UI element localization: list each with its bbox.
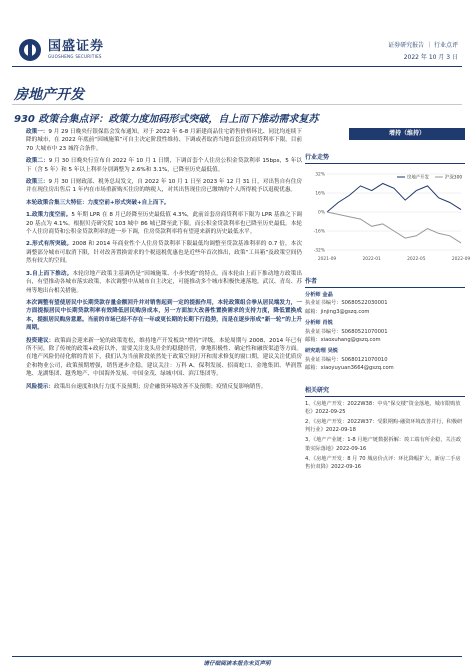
company-logo <box>18 38 104 62</box>
report-date: 2022 年 10 月 3 日 <box>403 54 458 61</box>
paragraph-features <box>26 199 302 207</box>
paragraph-text: 政策面会迎来新一轮的政策宽松，维持地产开发板块“增持”评级。本轮周期与 2008、2014 年已有所不同，除了传统的政策+政府以外，需要关注龙头房企的稳健经营，拿地积极性、确定性和融资渠道等方面。在地产风险仍待化解的背景下，我们认为当前阶段依然处于政策空间打开和需求修复的窗口期，建议关注优质房企和物业公司，政策预期增强，销售逐步企稳，建议关注：万科 A、保利发展、招商蛇口、金地集团、华润置地、龙湖集团、越秀地产、中国海外发展、中国金茂、绿城中国、滨江集团等。 <box>26 337 302 378</box>
x-tick-label: 2022-05 <box>407 257 426 262</box>
sector-divider <box>12 104 462 105</box>
series-line <box>327 212 461 243</box>
paragraph-feature-2 <box>26 240 302 265</box>
author-role: 分析师 <box>305 320 321 327</box>
related-report-link[interactable]: 4、《房地产开发：8 月 70 城房价点评：环比降幅扩大，新房二手房售价双降》2022-09-16 <box>305 455 461 471</box>
paragraph-text: 力度空前+形式突破+自上而下。 <box>87 199 170 206</box>
header-divider <box>12 66 462 67</box>
y-tick-label: 0% <box>318 210 325 216</box>
author-name: 吴锐 <box>327 348 338 355</box>
paragraph-label: 3.自上而下推动。 <box>26 270 73 277</box>
footer-disclaimer: 请仔细阅读本报告末页声明 <box>203 661 271 667</box>
author-role: 分析师 <box>305 292 321 298</box>
trend-chart-svg <box>305 168 471 264</box>
author-entry <box>305 319 465 344</box>
paragraph-text: 9 月 30 日晚央行宣布自 2022 年 10 月 1 日期，下调首套个人住房公积金贷款利率 15bps，5 年以下（含 5 年）和 5 年以上利率分别调整为 2.6%和 3.1%，已降至历史最低值。 <box>26 158 302 173</box>
logo-english-name: GUOSHENG SECURITIES <box>48 54 102 59</box>
paragraph-policy-1 <box>26 128 302 153</box>
paragraph-investment-advice <box>26 337 302 379</box>
side-panel <box>305 128 471 473</box>
y-tick-label: 32% <box>315 172 325 178</box>
paragraph-policy-3 <box>26 178 302 195</box>
paragraph-text: 本轮房地产政策主基调仍是“因城施策、小步快跑”的特点，而本轮由上而下推动地方政策出台，有望推动各城市落实政策，本次调整中从城市自主决定，可能推动多个城市积极快速落地，武汉、青岛、苏州等地出台相关措施。 <box>26 270 302 294</box>
paragraph-text: 9 月 30 日财政部、税务总局发文，自 2022 年 10 月 1 日至 2023 年 12 月 31 日，对出售自有住房并在现住房出售后 1 年内在市场重新购买住房的纳税人，对其出售现住房已缴纳的个人所得税予以退税优惠。 <box>26 179 302 194</box>
author-email[interactable]: 邮箱：jinjing3@gszq.com <box>305 308 370 315</box>
x-tick-label: 2021-09 <box>317 257 337 262</box>
related-report-link[interactable]: 2、《房地产开发：2022W37：受限期购-融资环境改善并行，积极研判行业》2022-09-18 <box>305 419 463 434</box>
series-line <box>327 184 461 213</box>
legend-label: 房地产开发 <box>407 175 429 181</box>
rating-badge: 增持（维持） <box>349 128 465 140</box>
trend-heading: 行业走势 <box>305 152 465 164</box>
author-email[interactable]: 邮箱：xiaoyuyuan3664@gszq.com <box>305 365 394 372</box>
footer-divider <box>12 656 462 657</box>
author-list <box>305 291 465 373</box>
paragraph-text: 本次调整有望使居民中长期贷款存量金额回升并对销售起到一定的提振作用，本轮政策组合拳从居民端发力，一方面提振居民中长期贷款利率有效降低居民购房成本，另一方面加大改善性置换需求的支持力度，降低置换成本，提振居民购房意愿。当前的市场已经不存在一年或更长期的长期下行趋势，而是在逐步形成“新一轮”的上升周期。 <box>26 299 302 332</box>
paragraph-feature-3 <box>26 270 302 295</box>
related-report-link[interactable]: 3、《地产产业链：1-8 月地产链数据拆解：竣工端有所企稳，关注政策实际落地》2022-09-16 <box>305 437 462 452</box>
industry-trend-chart <box>305 168 471 264</box>
x-tick-label: 2022-01 <box>362 257 381 262</box>
paragraph-label: 投资建议： <box>26 337 55 344</box>
report-body <box>26 128 302 395</box>
y-tick-label: -32% <box>313 248 325 254</box>
paragraph-risk <box>26 383 302 391</box>
x-tick-label: 2022-09 <box>451 257 471 262</box>
paragraph-summary <box>26 299 302 333</box>
paragraph-label: 政策二： <box>26 158 49 165</box>
report-title: 930 政策合集点评：政策力度加码形式突破，自上而下推动需求复苏 <box>14 114 319 125</box>
legend-label: 沪深300 <box>445 175 463 181</box>
author-name: 肖锐 <box>322 320 333 327</box>
author-cert: 执业证书编号：S0680521070001 <box>305 328 388 335</box>
author-entry <box>305 291 465 316</box>
y-tick-label: 16% <box>315 191 325 197</box>
logo-mark-icon <box>18 38 42 62</box>
report-type: 证券研究报告 ｜ 行业点评 <box>388 42 458 49</box>
paragraph-text: 9 月 29 日晚央行银保监会发布通知，对于 2022 年 6-8 月新建商品住宅销售价格环比、同比均连续下降的城市，在 2022 年底前“因城施策”可自主决定阶段性维持、下调或者取消当地首套住房商贷利率下限。目前 70 大城市中 23 城符合条件。 <box>26 129 302 152</box>
paragraph-text: 政策出台速度和执行力度不及预期；房企融资环境改善不及预期；疫情反复影响销售。 <box>53 383 267 390</box>
author-cert: 执业证书编号：S0680121070010 <box>305 356 388 363</box>
paragraph-text: 5 年期 LPR 在 8 月已经降至历史最低值 4.3%，此前首套房商贷利率下限为 LPR 基准之下调 20 基点为 4.1%。根据贝壳研究院 103 城中 86 城已降至此下限，而公积金贷款利率也已降至历史最低。本轮个人住房商贷和公积金贷款利率的进一步下调，住房贷款利率将有望迎来新的历史最低水平。 <box>26 212 302 236</box>
related-list <box>305 400 465 472</box>
author-entry <box>305 347 465 372</box>
y-tick-label: -16% <box>313 229 325 235</box>
paragraph-label: 1.政策力度空前。 <box>26 212 72 219</box>
logo-name: 国盛证券 <box>48 39 105 54</box>
author-heading: 作者 <box>305 276 465 288</box>
paragraph-policy-2 <box>26 157 302 174</box>
author-role: 研究助理 <box>305 348 326 355</box>
sector-name: 房地产开发 <box>14 87 84 103</box>
report-header <box>0 0 474 70</box>
paragraph-label: 本轮政策合集三大特征： <box>26 199 88 206</box>
related-heading: 相关研究 <box>305 385 465 397</box>
paragraph-label: 2.形式有所突破。 <box>26 241 73 248</box>
paragraph-label: 政策一： <box>26 129 49 135</box>
paragraph-feature-1 <box>26 211 302 236</box>
paragraph-label: 政策三： <box>26 179 49 186</box>
author-email[interactable]: 邮箱：xiaoxuhang@gszq.com <box>305 337 381 344</box>
related-report-link[interactable]: 1、《房地产开发：2022W38：中央“保交楼”资金落地，城市限购放松》2022-09-25 <box>305 400 461 415</box>
paragraph-label: 风险提示： <box>26 383 54 390</box>
author-cert: 执业证书编号：S0680522030001 <box>305 300 388 307</box>
paragraph-text: 2008 和 2014 年商业性个人住房贷款利率下限最低均调整至贷款基准利率的 0.7 倍，本次调整部分城市可取消下限，针对改善置换需求的个税退税优惠也是近些年首次推出，政策“工具箱”及政策空间仍然有较大的空间。 <box>26 241 302 265</box>
author-name: 金晶 <box>322 292 333 298</box>
